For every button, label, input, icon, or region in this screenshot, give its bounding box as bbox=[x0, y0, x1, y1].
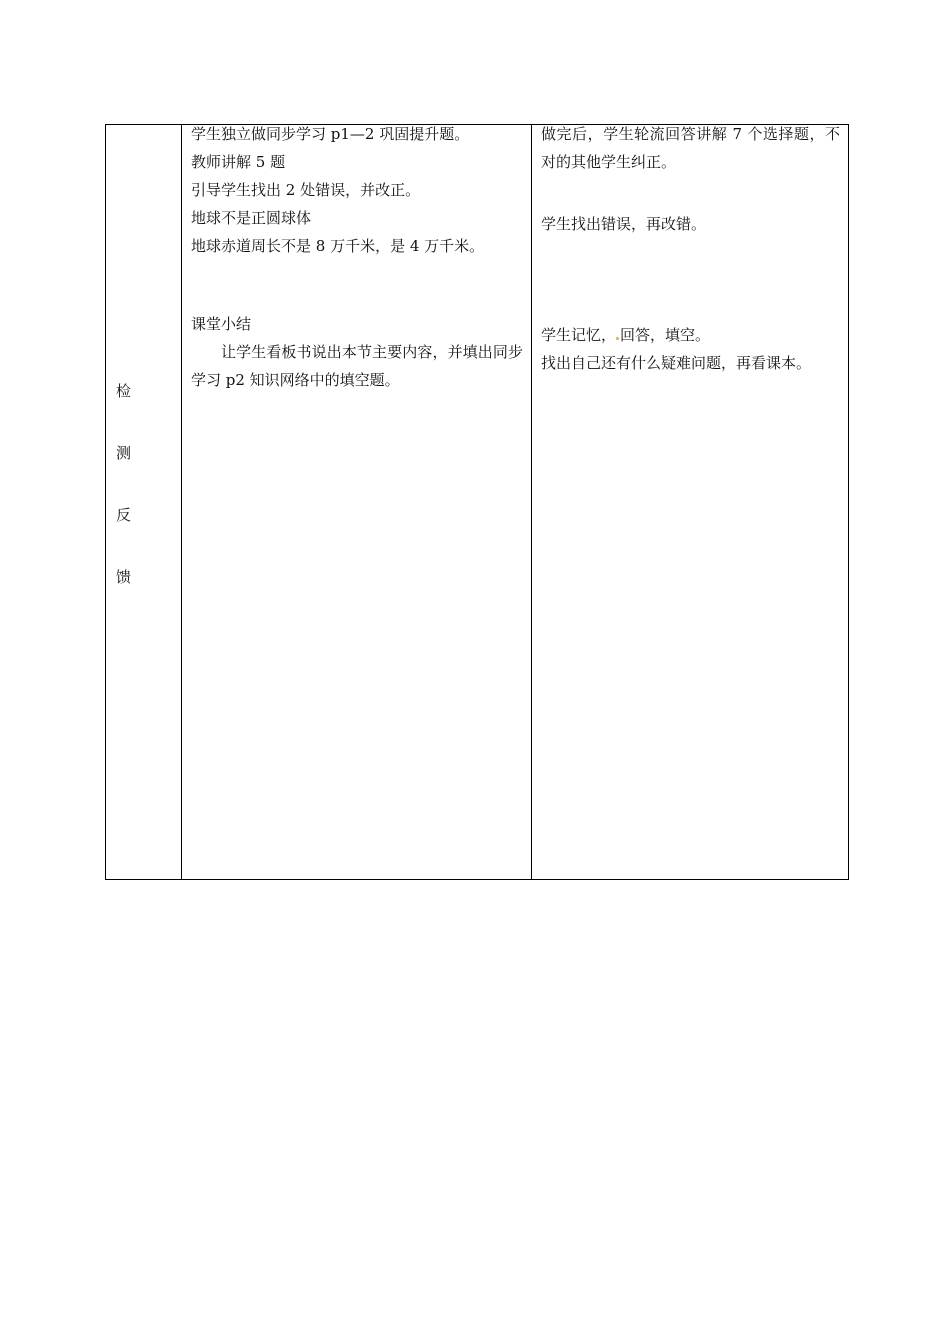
student-activity-paragraph bbox=[541, 321, 840, 349]
activity-line: 学生独立做同步学习 p1—2 巩固提升题。 bbox=[191, 125, 470, 143]
teacher-activity-column bbox=[182, 125, 531, 879]
lesson-table bbox=[105, 124, 849, 880]
section-label-char: 反 bbox=[116, 506, 132, 524]
summary-title: 课堂小结 bbox=[191, 315, 252, 333]
student-activity-paragraph: 做完后，学生轮流回答讲解 7 个选择题，不对的其他学生纠正。 bbox=[541, 125, 840, 171]
activity-line: 地球赤道周长不是 8 万千米，是 4 万千米。 bbox=[191, 237, 485, 255]
stray-mark-dot bbox=[616, 337, 619, 340]
section-label-char: 馈 bbox=[116, 568, 132, 586]
student-activity-paragraph: 找出自己还有什么疑难问题，再看课本。 bbox=[541, 354, 812, 372]
student-activity-text: 回答，填空。 bbox=[620, 326, 711, 344]
activity-line: 引导学生找出 2 处错误，并改正。 bbox=[191, 181, 421, 199]
section-label-char: 检 bbox=[116, 382, 132, 400]
student-activity-column bbox=[532, 125, 848, 879]
summary-text: 让学生看板书说出本节主要内容，并填出同步学习 p2 知识网络中的填空题。 bbox=[191, 343, 523, 389]
activity-line: 地球不是正圆球体 bbox=[191, 209, 312, 227]
section-label-column bbox=[106, 125, 181, 879]
section-label-char: 测 bbox=[116, 444, 132, 462]
student-activity-text: 学生记忆， bbox=[541, 326, 617, 344]
student-activity-paragraph: 学生找出错误，再改错。 bbox=[541, 215, 707, 233]
activity-line: 教师讲解 5 题 bbox=[191, 153, 286, 171]
